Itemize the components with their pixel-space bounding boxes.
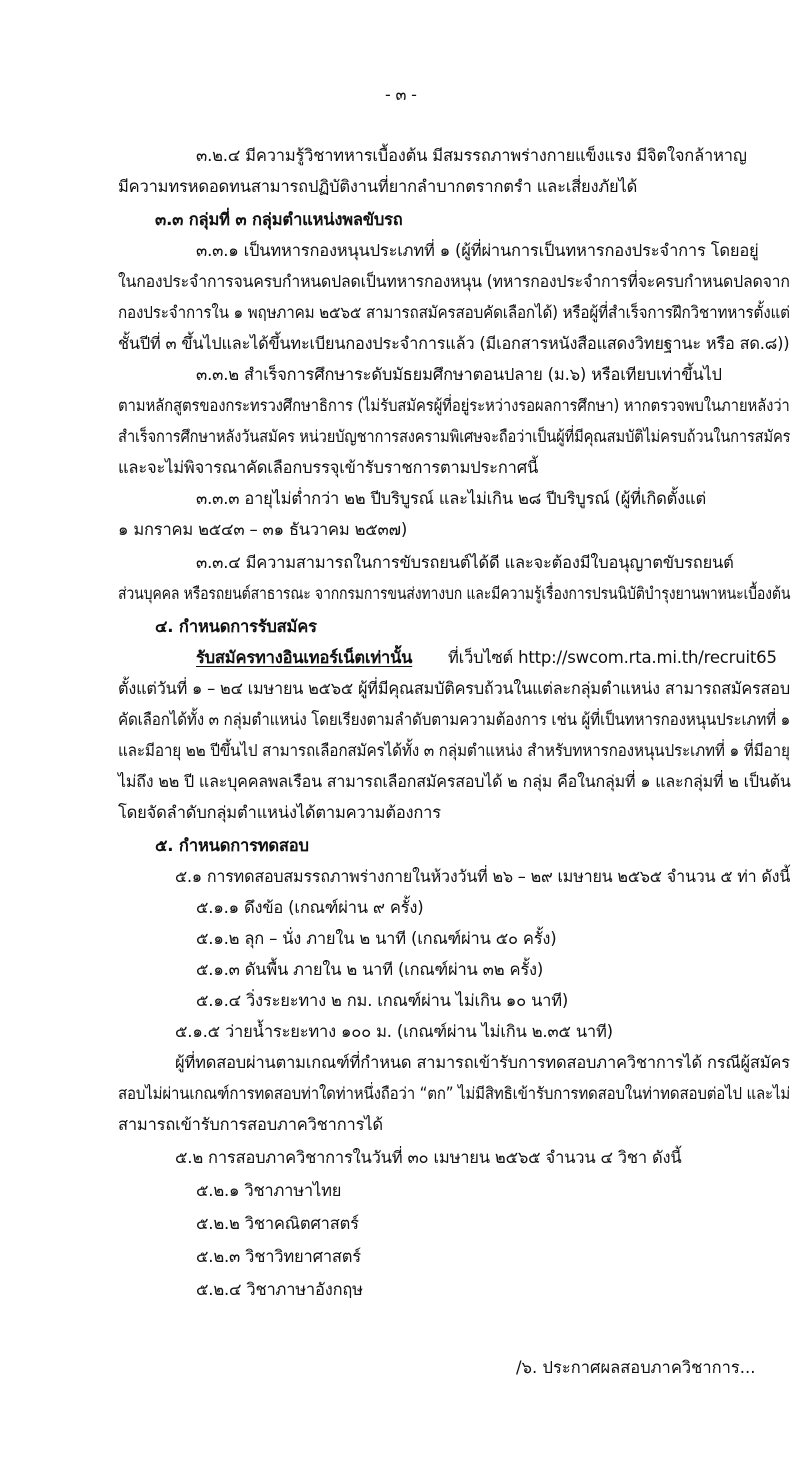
paragraph-line: สอบไม่ผ่านเกณฑ์การทดสอบท่าใดท่าหนึ่งถือว่า “ตก” ไม่มีสิทธิเข้ารับการทดสอบในท่าทดสอบต่อไป และไม่ — [118, 1084, 791, 1103]
list-item: ๕.๑.๔ วิ่งระยะทาง ๒ กม. เกณฑ์ผ่าน ไม่เกิน ๑๐ นาที) — [196, 991, 569, 1010]
paragraph-line: ๓.๓.๒ สำเร็จการศึกษาระดับมัธยมศึกษาตอนปลาย (ม.๖) หรือเทียบเท่าขึ้นไป — [196, 365, 722, 384]
paragraph-line: คัดเลือกได้ทั้ง ๓ กลุ่มตำแหน่ง โดยเรียงตามลำดับตามความต้องการ เช่น ผู้ที่เป็นทหารกองหนุนประเภทที่ ๑ — [118, 710, 791, 729]
registration-website[interactable]: ที่เว็บไซต์ http://swcom.rta.mi.th/recruit65 — [448, 648, 777, 667]
list-item: ๕.๒.๔ วิชาภาษาอังกฤษ — [196, 1280, 363, 1299]
online-registration-only: รับสมัครทางอินเทอร์เน็ตเท่านั้น — [196, 648, 413, 667]
paragraph-line: ๓.๓.๓ อายุไม่ต่ำกว่า ๒๒ ปีบริบูรณ์ และไม่เกิน ๒๘ ปีบริบูรณ์ (ผู้ที่เกิดตั้งแต่ — [196, 489, 706, 508]
paragraph-line: ๓.๓.๔ มีความสามารถในการขับรถยนต์ได้ดี และจะต้องมีใบอนุญาตขับรถยนต์ — [196, 553, 734, 572]
paragraph-line: ๓.๒.๔ มีความรู้วิชาทหารเบื้องต้น มีสมรรถภาพร่างกายแข็งแรง มีจิตใจกล้าหาญ — [196, 146, 747, 165]
list-item: ๕.๑.๓ ดันพื้น ภายใน ๒ นาที (เกณฑ์ผ่าน ๓๒ ครั้ง) — [196, 960, 544, 979]
page-number: - ๓ - — [385, 85, 417, 104]
list-item: ๕.๒.๑ วิชาภาษาไทย — [196, 1181, 342, 1200]
paragraph-line: ในกองประจำการจนครบกำหนดปลดเป็นทหารกองหนุน (ทหารกองประจำการที่จะครบกำหนดปลดจาก — [118, 272, 790, 291]
section-heading-3-3: ๓.๓ กลุ่มที่ ๓ กลุ่มตำแหน่งพลขับรถ — [155, 210, 403, 229]
paragraph-line: ไม่ถึง ๒๒ ปี และบุคคลพลเรือน สามารถเลือกสมัครสอบได้ ๒ กลุ่ม คือในกลุ่มที่ ๑ และกลุ่มที่ ๒ เป็นต้น — [118, 772, 791, 791]
paragraph-line: ส่วนบุคคล หรือรถยนต์สาธารณะ จากกรมการขนส่งทางบก และมีความรู้เรื่องการปรนนิบัติบำรุงยานพาหนะเบื้องต้น — [118, 584, 791, 603]
paragraph-line: ๓.๓.๑ เป็นทหารกองหนุนประเภทที่ ๑ (ผู้ที่ผ่านการเป็นทหารกองประจำการ โดยอยู่ — [196, 241, 759, 260]
section-heading-5: ๕. กำหนดการทดสอบ — [155, 836, 309, 855]
list-item: ๕.๒.๓ วิชาวิทยาศาสตร์ — [196, 1247, 361, 1266]
section-heading-4: ๔. กำหนดการรับสมัคร — [155, 617, 317, 636]
paragraph-line: สำเร็จการศึกษาหลังวันสมัคร หน่วยบัญชาการสงครามพิเศษจะถือว่าเป็นผู้ที่มีคุณสมบัติไม่ครบถ้วนในการสมัคร — [118, 427, 791, 446]
list-item: ๕.๒.๒ วิชาคณิตศาสตร์ — [196, 1214, 359, 1233]
paragraph-line: มีความทรหดอดทนสามารถปฏิบัติงานที่ยากลำบากตรากตรำ และเสี่ยงภัยได้ — [118, 177, 638, 196]
paragraph-line: ชั้นปีที่ ๓ ขึ้นไปและได้ขึ้นทะเบียนกองประจำการแล้ว (มีเอกสารหนังสือแสดงวิทยฐานะ หรือ สด.๘)) — [118, 334, 790, 353]
paragraph-line: ตามหลักสูตรของกระทรวงศึกษาธิการ (ไม่รับสมัครผู้ที่อยู่ระหว่างรอผลการศึกษา) หากตรวจพบในภายหลังว่า — [118, 396, 790, 415]
paragraph-line: ผู้ที่ทดสอบผ่านตามเกณฑ์ที่กำหนด สามารถเข้ารับการทดสอบภาควิชาการได้ กรณีผู้สมัคร — [175, 1053, 790, 1072]
list-item: ๕.๑.๒ ลุก – นั่ง ภายใน ๒ นาที (เกณฑ์ผ่าน ๕๐ ครั้ง) — [196, 929, 557, 948]
paragraph-line: ๕.๑ การทดสอบสมรรถภาพร่างกายในห้วงวันที่ ๒๖ – ๒๙ เมษายน ๒๕๖๕ จำนวน ๕ ท่า ดังนี้ — [175, 867, 791, 886]
paragraph-line: ๑ มกราคม ๒๕๔๓ – ๓๑ ธันวาคม ๒๕๓๗) — [118, 520, 408, 539]
paragraph-line: ตั้งแต่วันที่ ๑ – ๒๔ เมษายน ๒๕๖๕ ผู้ที่มีคุณสมบัติครบถ้วนในแต่ละกลุ่มตำแหน่ง สามารถสมัครสอบ — [118, 679, 790, 698]
paragraph-line: สามารถเข้ารับการสอบภาควิชาการได้ — [118, 1115, 383, 1134]
paragraph-line: และจะไม่พิจารณาคัดเลือกบรรจุเข้ารับราชการตามประกาศนี้ — [118, 458, 539, 477]
paragraph-line: โดยจัดลำดับกลุ่มตำแหน่งได้ตามความต้องการ — [118, 803, 441, 822]
list-item: ๕.๑.๑ ดึงข้อ (เกณฑ์ผ่าน ๙ ครั้ง) — [196, 898, 424, 917]
paragraph-line: ๕.๒ การสอบภาควิชาการในวันที่ ๓๐ เมษายน ๒๕๖๕ จำนวน ๔ วิชา ดังนี้ — [175, 1148, 682, 1167]
paragraph-line: และมีอายุ ๒๒ ปีขึ้นไป สามารถเลือกสมัครได้ทั้ง ๓ กลุ่มตำแหน่ง สำหรับทหารกองหนุนประเภทที่ ๑ ที่มีอายุ — [118, 741, 790, 760]
continuation-note: /๖. ประกาศผลสอบภาควิชาการ... — [516, 1358, 756, 1377]
list-item: ๕.๑.๕ ว่ายน้ำระยะทาง ๑๐๐ ม. (เกณฑ์ผ่าน ไม่เกิน ๒.๓๕ นาที) — [175, 1022, 613, 1041]
paragraph-line: กองประจำการใน ๑ พฤษภาคม ๒๕๖๕ สามารถสมัครสอบคัดเลือกได้) หรือผู้ที่สำเร็จการฝึกวิชาทหารตั้งแต่ — [118, 303, 790, 322]
